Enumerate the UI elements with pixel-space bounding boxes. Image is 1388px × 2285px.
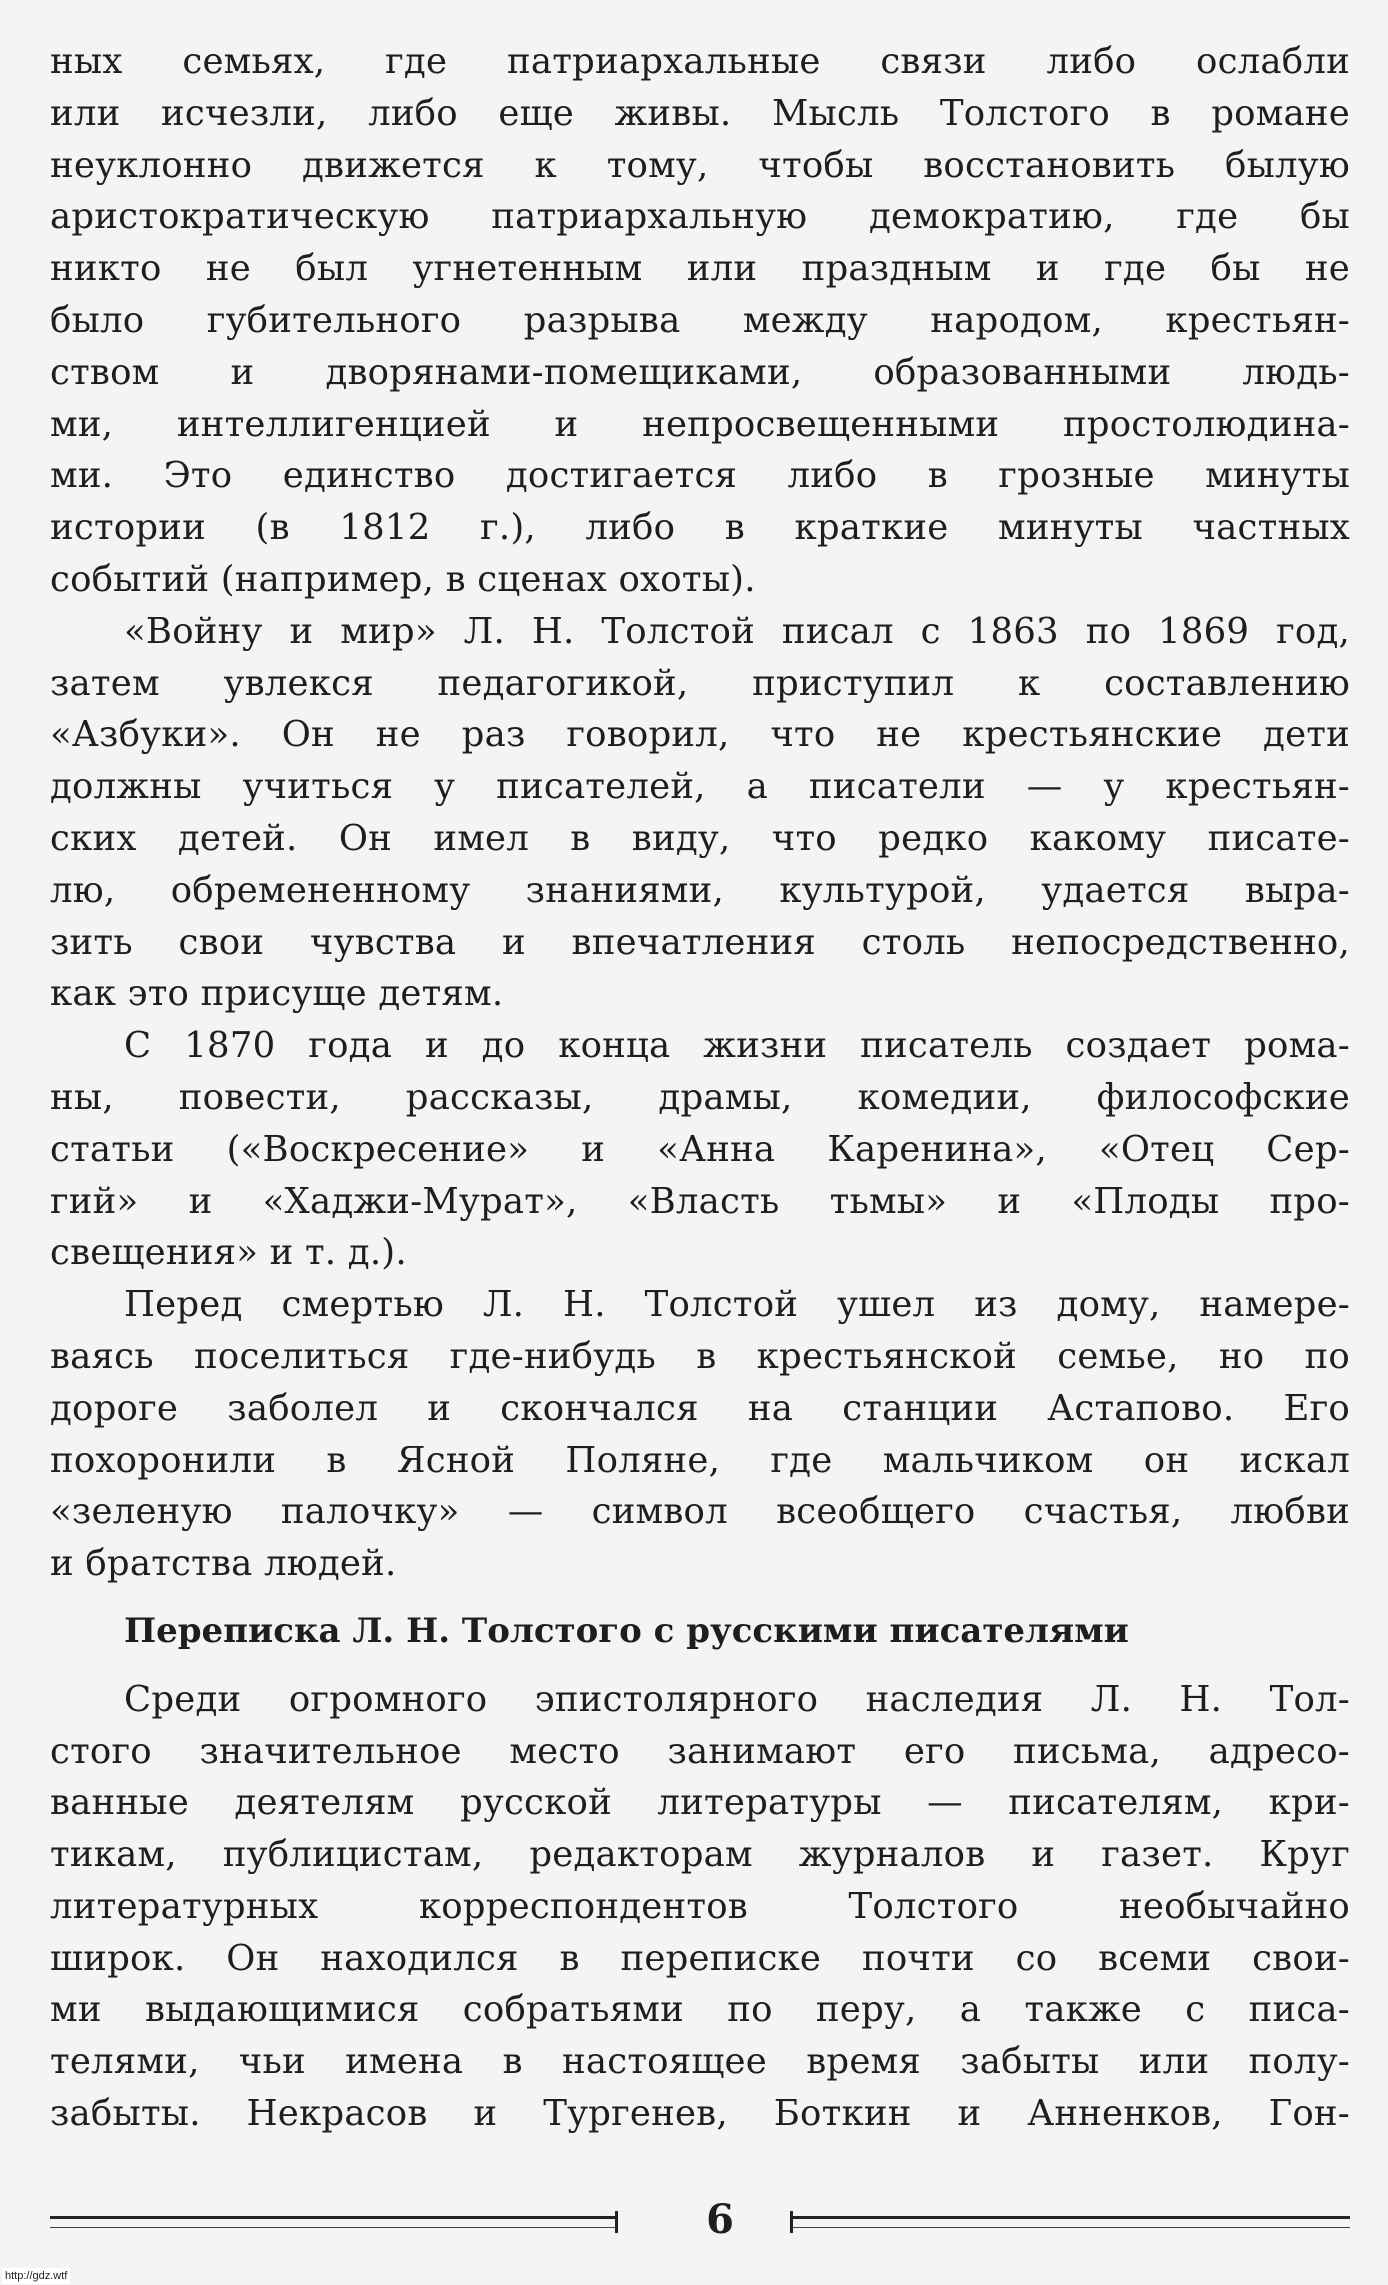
paragraph-1: [50, 36, 1350, 606]
text-line: телями, чьи имена в настоящее время забыты или полу-: [50, 2041, 1350, 2083]
watermark-link[interactable]: http://gdz.wtf: [2, 2268, 70, 2284]
text-line: истории (в 1812 г.), либо в краткие минуты частных: [50, 507, 1350, 549]
text-line: тикам, публицистам, редакторам журналов и газет. Круг: [50, 1834, 1350, 1876]
footer-rule-tick: [615, 2211, 618, 2233]
text-line: статьи («Воскресение» и «Анна Каренина», «Отец Сер-: [50, 1128, 1350, 1170]
text-line: гий» и «Хаджи-Мурат», «Власть тьмы» и «Плоды про-: [50, 1180, 1350, 1222]
text-line: должны учиться у писателей, а писатели — у крестьян-: [50, 766, 1350, 808]
page-body: [50, 36, 1350, 2140]
text-line: неуклонно движется к тому, чтобы восстановить былую: [50, 144, 1350, 186]
text-line: ми, интеллигенцией и непросвещенными простолюдина-: [50, 403, 1350, 445]
page-number: 6: [706, 2196, 734, 2243]
text-line: похоронили в Ясной Поляне, где мальчиком он искал: [50, 1439, 1350, 1481]
text-line: и братства людей.: [50, 1543, 397, 1585]
text-line: как это присуще детям.: [50, 973, 504, 1015]
footer-rule-right: [790, 2216, 1350, 2228]
section-paragraph-1: [50, 1674, 1350, 2140]
text-line: никто не был угнетенным или праздным и где бы не: [50, 248, 1350, 290]
text-line: ванные деятелям русской литературы — писателям, кри-: [50, 1782, 1350, 1824]
text-line: Среди огромного эпистолярного наследия Л. Н. Тол-: [124, 1678, 1350, 1720]
text-line: С 1870 года и до конца жизни писатель создает рома-: [124, 1025, 1350, 1067]
text-line: Перед смертью Л. Н. Толстой ушел из дому, намере-: [124, 1284, 1350, 1326]
text-line: «Войну и мир» Л. Н. Толстой писал с 1863 по 1869 год,: [124, 610, 1350, 652]
text-line: «зеленую палочку» — символ всеобщего счастья, любви: [50, 1491, 1350, 1533]
text-line: дороге заболел и скончался на станции Астапово. Его: [50, 1387, 1350, 1429]
text-line: ских детей. Он имел в виду, что редко какому писате-: [50, 817, 1350, 859]
text-line: ми выдающимися собратьями по перу, а также с писа-: [50, 1989, 1350, 2031]
text-line: «Азбуки». Он не раз говорил, что не крестьянские дети: [50, 714, 1350, 756]
paragraph-3: [50, 1020, 1350, 1279]
text-line: затем увлекся педагогикой, приступил к составлению: [50, 662, 1350, 704]
text-line: ных семьях, где патриархальные связи либо ослабли: [50, 41, 1350, 82]
paragraph-2: [50, 606, 1350, 1020]
text-line: ством и дворянами-помещиками, образованными людь-: [50, 351, 1350, 393]
text-line: ны, повести, рассказы, драмы, комедии, философские: [50, 1076, 1350, 1118]
paragraph-4: [50, 1279, 1350, 1590]
text-line: зить свои чувства и впечатления столь непосредственно,: [50, 921, 1350, 963]
text-line: или исчезли, либо еще живы. Мысль Толстого в романе: [50, 92, 1350, 134]
text-line: было губительного разрыва между народом, крестьян-: [50, 299, 1350, 341]
text-line: свещения» и т. д.).: [50, 1232, 407, 1274]
text-line: ваясь поселиться где-нибудь в крестьянской семье, но по: [50, 1335, 1350, 1377]
text-line: аристократическую патриархальную демократию, где бы: [50, 196, 1350, 238]
text-line: лю, обремененному знаниями, культурой, удается выра-: [50, 869, 1350, 911]
text-line: широк. Он находился в переписке почти со всеми свои-: [50, 1937, 1350, 1979]
text-line: литературных корреспондентов Толстого необычайно: [50, 1885, 1350, 1927]
footer-rule-left: [50, 2216, 618, 2228]
text-line: забыты. Некрасов и Тургенев, Боткин и Анненков, Гон-: [50, 2093, 1350, 2135]
text-line: стого значительное место занимают его письма, адресо-: [50, 1730, 1350, 1772]
text-line: ми. Это единство достигается либо в грозные минуты: [50, 455, 1350, 497]
section-heading: Переписка Л. Н. Толстого с русскими писателями: [124, 1610, 1129, 1651]
page-footer: [50, 2196, 1350, 2244]
footer-rule-tick: [790, 2211, 793, 2233]
text-line: событий (например, в сценах охоты).: [50, 558, 756, 600]
